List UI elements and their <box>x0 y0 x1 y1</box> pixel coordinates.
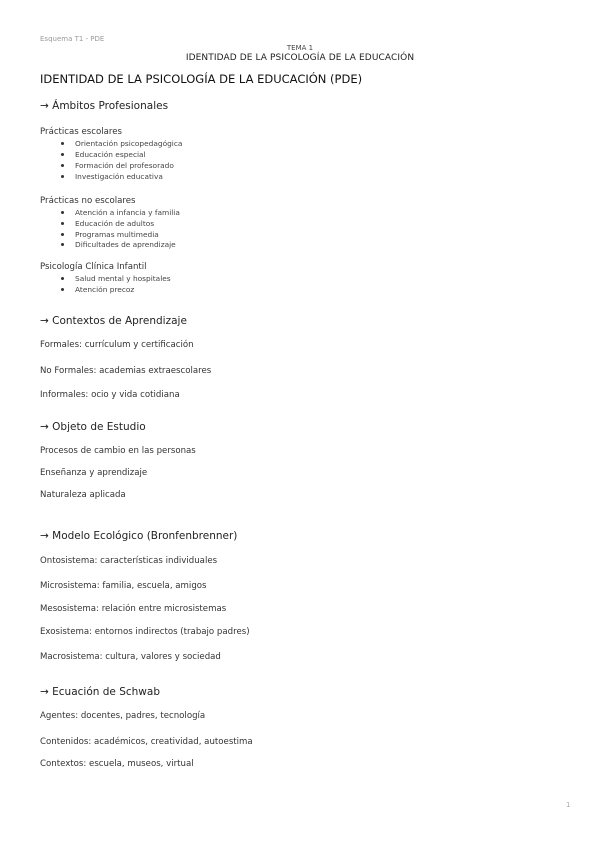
page-number: 1 <box>566 801 571 809</box>
group-title: Prácticas escolares <box>40 127 123 137</box>
page-title: IDENTIDAD DE LA PSICOLOGÍA DE LA EDUCACIÓN (PDE) <box>40 72 363 86</box>
list-item: Atención precoz <box>75 285 135 294</box>
content-line: Naturaleza aplicada <box>40 490 126 500</box>
content-line: Mesosistema: relación entre microsistemas <box>40 604 227 614</box>
content-line: Ontosistema: características individuales <box>40 556 218 566</box>
tema-label: TEMA 1 <box>286 44 314 52</box>
content-line: Procesos de cambio en las personas <box>40 446 196 456</box>
content-line: Microsistema: familia, escuela, amigos <box>40 581 207 591</box>
list-item: Programas multimedia <box>75 230 159 239</box>
group-title: Psicología Clínica Infantil <box>40 262 147 272</box>
content-line: No Formales: academias extraescolares <box>40 366 212 376</box>
list-item: Educación de adultos <box>75 219 155 228</box>
section-heading-schwab: → Ecuación de Schwab <box>40 686 160 698</box>
section-heading-contextos: → Contextos de Aprendizaje <box>40 315 187 327</box>
section-heading-ambitos: → Ámbitos Profesionales <box>40 100 169 112</box>
content-line: Enseñanza y aprendizaje <box>40 468 148 478</box>
content-line: Informales: ocio y vida cotidiana <box>40 390 180 400</box>
list-item: Formación del profesorado <box>75 161 174 170</box>
content-line: Exosistema: entornos indirectos (trabajo padres) <box>40 627 250 637</box>
content-line: Contextos: escuela, museos, virtual <box>40 759 194 769</box>
section-heading-objeto: → Objeto de Estudio <box>40 421 146 433</box>
section-heading-modelo: → Modelo Ecológico (Bronfenbrenner) <box>40 530 238 542</box>
list-item: Orientación psicopedagógica <box>75 139 183 148</box>
content-line: Contenidos: académicos, creatividad, autoestima <box>40 737 253 747</box>
group-title: Prácticas no escolares <box>40 196 136 206</box>
list-item: Investigación educativa <box>75 172 163 181</box>
tema-title: IDENTIDAD DE LA PSICOLOGÍA DE LA EDUCACIÓN <box>185 53 415 63</box>
content-line: Macrosistema: cultura, valores y sociedad <box>40 652 221 662</box>
list-item: Salud mental y hospitales <box>75 274 171 283</box>
list-item: Dificultades de aprendizaje <box>75 240 176 249</box>
list-item: Atención a infancia y familia <box>75 208 180 217</box>
list-item: Educación especial <box>75 150 146 159</box>
document-label: Esquema T1 - PDE <box>40 35 105 43</box>
content-line: Formales: currículum y certificación <box>40 340 194 350</box>
content-line: Agentes: docentes, padres, tecnología <box>40 711 206 721</box>
